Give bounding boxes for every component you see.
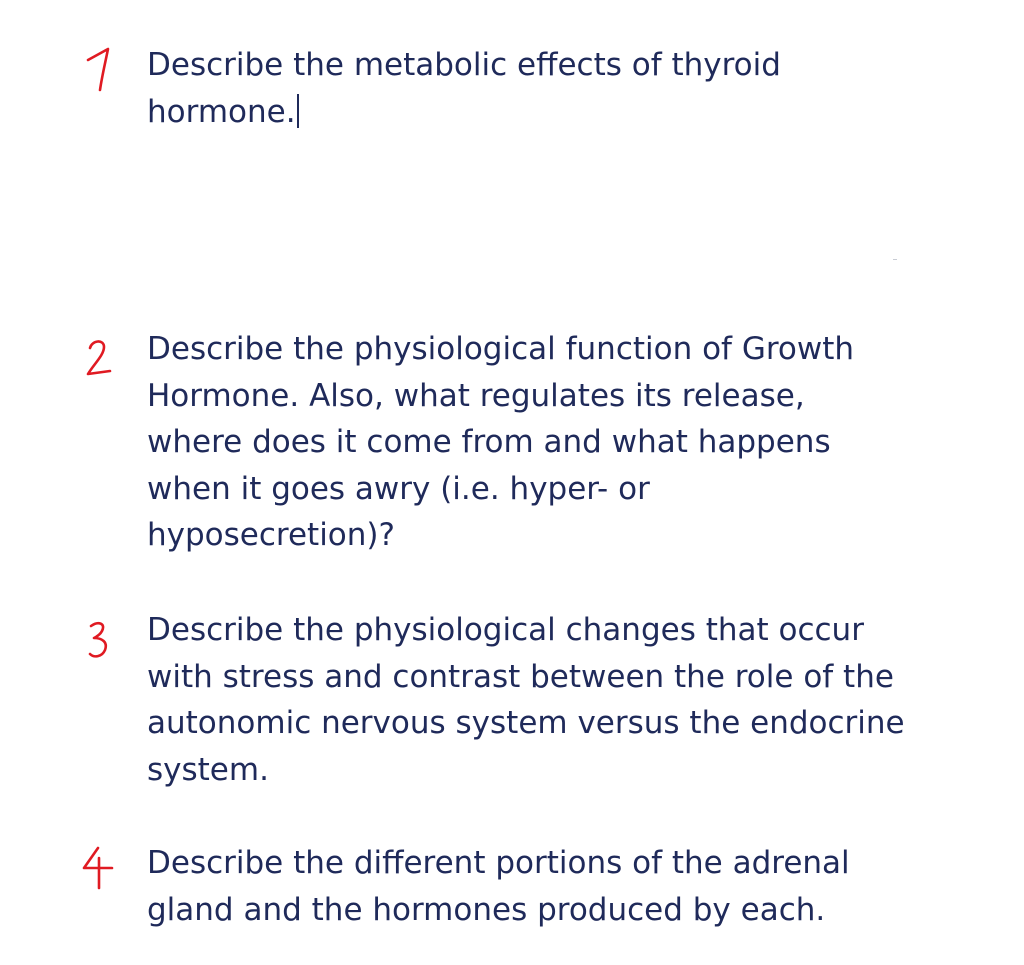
handwritten-number-3 bbox=[78, 612, 128, 662]
handwritten-number-1-mark bbox=[78, 44, 128, 94]
handwritten-number-2 bbox=[78, 330, 128, 380]
question-1-text[interactable]: Describe the metabolic effects of thyroid hormone. bbox=[147, 47, 781, 130]
handwritten-number-2-mark bbox=[78, 330, 128, 380]
question-2-text[interactable]: Describe the physiological function of Growth Hormone. Also, what regulates its release, where does it come from and what happens when it goes awry (i.e. hyper- or hyposecretion)? bbox=[147, 331, 855, 553]
handwritten-number-3-mark bbox=[78, 612, 128, 662]
handwritten-number-1 bbox=[78, 44, 128, 94]
handwritten-number-4-mark bbox=[78, 842, 128, 892]
question-3-text[interactable]: Describe the physiological changes that occur with stress and contrast between the role of the autonomic nervous system versus the endocrine system. bbox=[147, 612, 905, 788]
handwritten-number-4 bbox=[78, 842, 128, 892]
text-cursor bbox=[297, 94, 299, 128]
stray-mark bbox=[893, 259, 897, 260]
question-4-text[interactable]: Describe the different portions of the adrenal gland and the hormones produced by each. bbox=[147, 845, 850, 928]
